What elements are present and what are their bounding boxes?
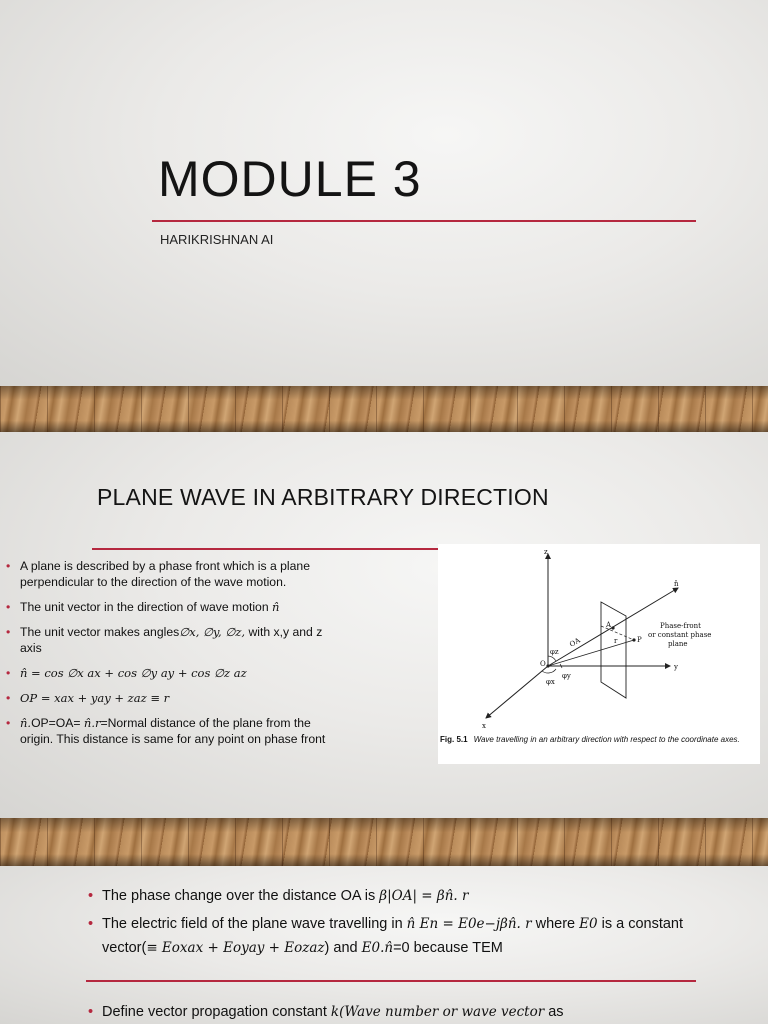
label-P: P xyxy=(637,636,642,644)
bullet-list xyxy=(88,884,688,964)
slide-module-title xyxy=(0,0,768,386)
wave-diagram-svg xyxy=(438,544,760,734)
slide-title: PLANE WAVE IN ARBITRARY DIRECTION xyxy=(97,484,549,510)
section-divider xyxy=(86,980,696,982)
label-phase-front: Phase-front xyxy=(660,622,701,630)
x-axis xyxy=(486,666,548,718)
label-A: A xyxy=(606,621,612,629)
list-item: • n̂ = cos ∅x ax + cos ∅y ay + cos ∅z az xyxy=(6,665,341,681)
list-item: • The unit vector makes angles∅x, ∅y, ∅z, with x,y and z axis xyxy=(6,624,341,656)
angle-arc-z xyxy=(548,656,556,661)
point-P xyxy=(632,638,635,641)
bullet-list xyxy=(6,558,341,756)
label-y: y xyxy=(674,663,678,671)
figure-wave-diagram xyxy=(438,544,760,764)
slide-title: MODULE 3 xyxy=(158,151,422,207)
slide-plane-wave xyxy=(0,432,768,818)
label-OA: OA xyxy=(568,636,582,649)
label-r: r xyxy=(614,637,618,645)
label-x: x xyxy=(482,722,486,730)
wood-floor-divider xyxy=(0,818,768,866)
title-divider xyxy=(92,548,438,550)
figure-caption: Fig. 5.1 Wave travelling in an arbitrary direction with respect to the coordinate axes. xyxy=(440,735,740,744)
list-item: • n̂.OP=OA= n̂.r=Normal distance of the plane from the origin. This distance is same for any point on phase front xyxy=(6,715,341,747)
label-z: z xyxy=(544,548,548,556)
r-vector xyxy=(548,640,634,666)
label-O: O xyxy=(540,660,546,668)
list-item: • OP = xax + yay + zaz ≡ r xyxy=(6,690,341,706)
label-phase-front: plane xyxy=(668,640,688,648)
list-item: • Define vector propagation constant k(Wave number or wave vector as xyxy=(88,1000,688,1024)
phase-front-plane xyxy=(601,602,626,698)
list-item: • The unit vector in the direction of wave motion n̂ xyxy=(6,599,341,615)
bullet-list xyxy=(88,1000,688,1024)
slide-phase-change xyxy=(0,866,768,1024)
label-phi-y: φy xyxy=(562,672,571,680)
wood-floor-divider xyxy=(0,386,768,432)
point-A xyxy=(611,626,614,629)
label-n: n̂ xyxy=(674,580,679,588)
label-phi-z: φz xyxy=(550,648,559,656)
author-name: HARIKRISHNAN AI xyxy=(160,232,274,247)
list-item: • The electric field of the plane wave travelling in n̂ En = E0e−jβn̂. r where E0 is a constant vector(≡ Eoxax + Eoyay + Eozaz) and E0.n̂=0 because TEM xyxy=(88,912,688,960)
list-item: • A plane is described by a phase front which is a plane perpendicular to the direction of the wave motion. xyxy=(6,558,341,590)
point-O xyxy=(546,664,549,667)
title-divider xyxy=(152,220,696,222)
label-phi-x: φx xyxy=(546,678,555,686)
list-item: • The phase change over the distance OA is β|OA| = βn̂. r xyxy=(88,884,688,908)
label-phase-front: or constant phase xyxy=(648,631,712,639)
